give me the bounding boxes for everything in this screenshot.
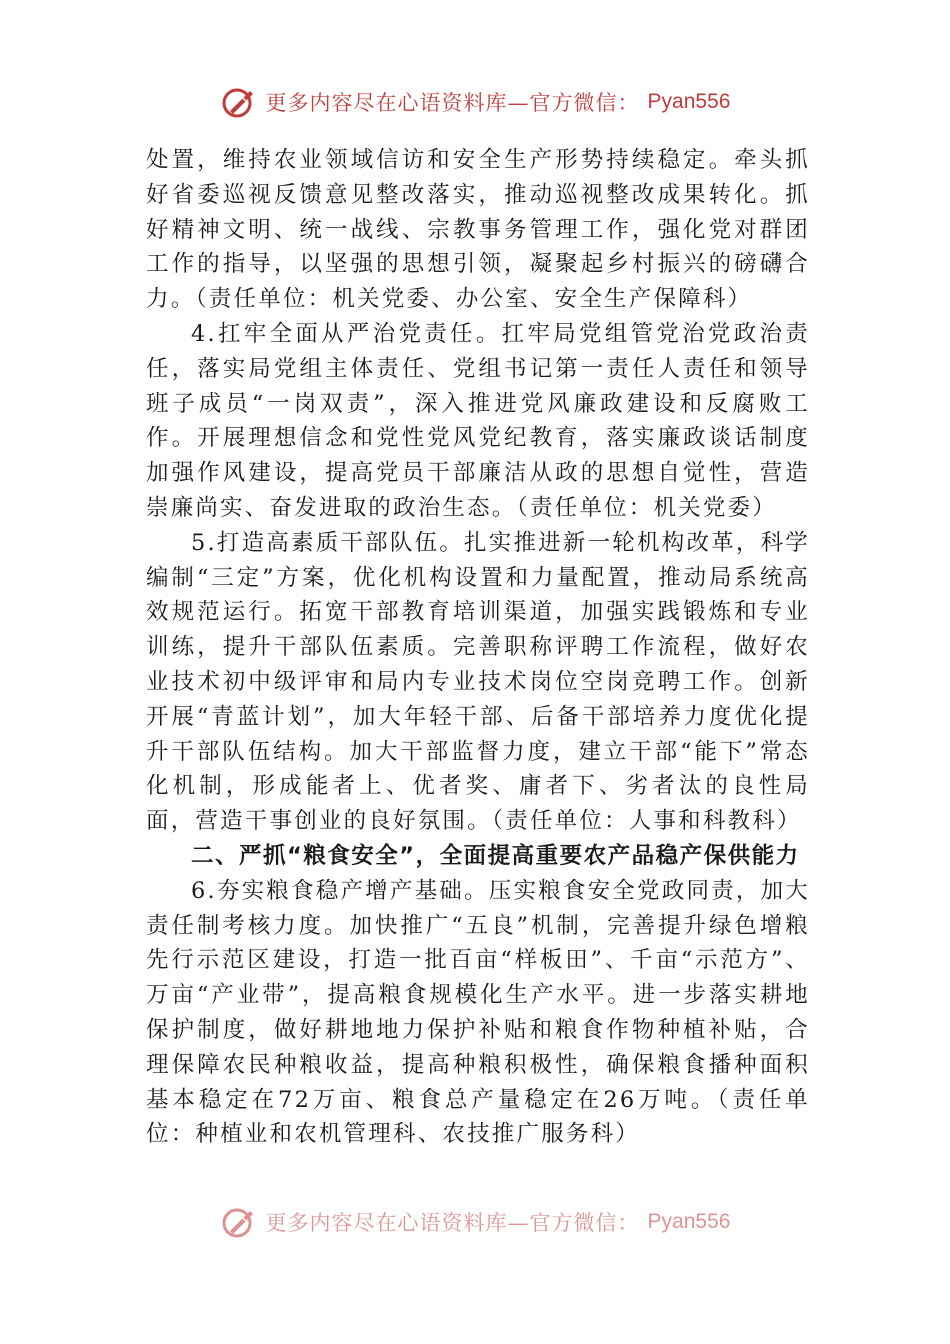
watermark-header <box>0 82 950 122</box>
watermark-text: 更多内容尽在心语资料库—官方微信： <box>265 1211 640 1235</box>
watermark-text: 更多内容尽在心语资料库—官方微信： <box>265 91 640 115</box>
paragraph-continuation: 处置，维持农业领域信访和安全生产形势持续稳定。牵头抓好省委巡视反馈意见整改落实，推动巡视整改成果转化。抓好精神文明、统一战线、宗教事务管理工作，强化党对群团工作的指导，以坚强的思想引领，凝聚起乡村振兴的磅礴合力。（责任单位：机关党委、办公室、安全生产保障科） <box>146 147 810 313</box>
section-heading-2: 二、严抓“粮食安全”，全面提高重要农产品稳产保供能力 <box>191 842 800 869</box>
watermark-id: Pyan556 <box>647 1210 731 1233</box>
pen-logo-icon <box>220 1205 258 1239</box>
paragraph-item-5: 5.打造高素质干部队伍。扎实推进新一轮机构改革，科学编制“三定”方案，优化机构设置和力量配置，推动局系统高效规范运行。拓宽干部教育培训渠道，加强实践锻炼和专业训练，提升干部队伍素质。完善职称评聘工作流程，做好农业技术初中级评审和局内专业技术岗位空岗竞聘工作。创新开展“青蓝计划”，加大年轻干部、后备干部培养力度优化提升干部队伍结构。加大干部监督力度，建立干部“能下”常态化机制，形成能者上、优者奖、庸者下、劣者汰的良性局面，营造干事创业的良好氛围。（责任单位：人事和科教科） <box>146 529 810 835</box>
pen-logo-icon <box>220 85 258 119</box>
watermark-id: Pyan556 <box>647 90 731 113</box>
paragraph-item-4: 4.扛牢全面从严治党责任。扛牢局党组管党治党政治责任，落实局党组主体责任、党组书记第一责任人责任和领导班子成员“一岗双责”，深入推进党风廉政建设和反腐败工作。开展理想信念和党性党风党纪教育，落实廉政谈话制度加强作风建设，提高党员干部廉洁从政的思想自觉性，营造崇廉尚实、奋发进取的政治生态。（责任单位：机关党委） <box>146 320 810 521</box>
document-body <box>146 143 810 1152</box>
paragraph-item-6: 6.夯实粮食稳产增产基础。压实粮食安全党政同责，加大责任制考核力度。加快推广“五良”机制，完善提升绿色增粮先行示范区建设，打造一批百亩“样板田”、千亩“示范方”、万亩“产业带”，提高粮食规模化生产水平。进一步落实耕地保护制度，做好耕地地力保护补贴和粮食作物种植补贴，合理保障农民种粮收益，提高种粮积极性，确保粮食播种面积基本稳定在72万亩、粮食总产量稳定在26万吨。（责任单位：种植业和农机管理科、农技推广服务科） <box>146 877 810 1148</box>
watermark-footer <box>0 1202 950 1242</box>
